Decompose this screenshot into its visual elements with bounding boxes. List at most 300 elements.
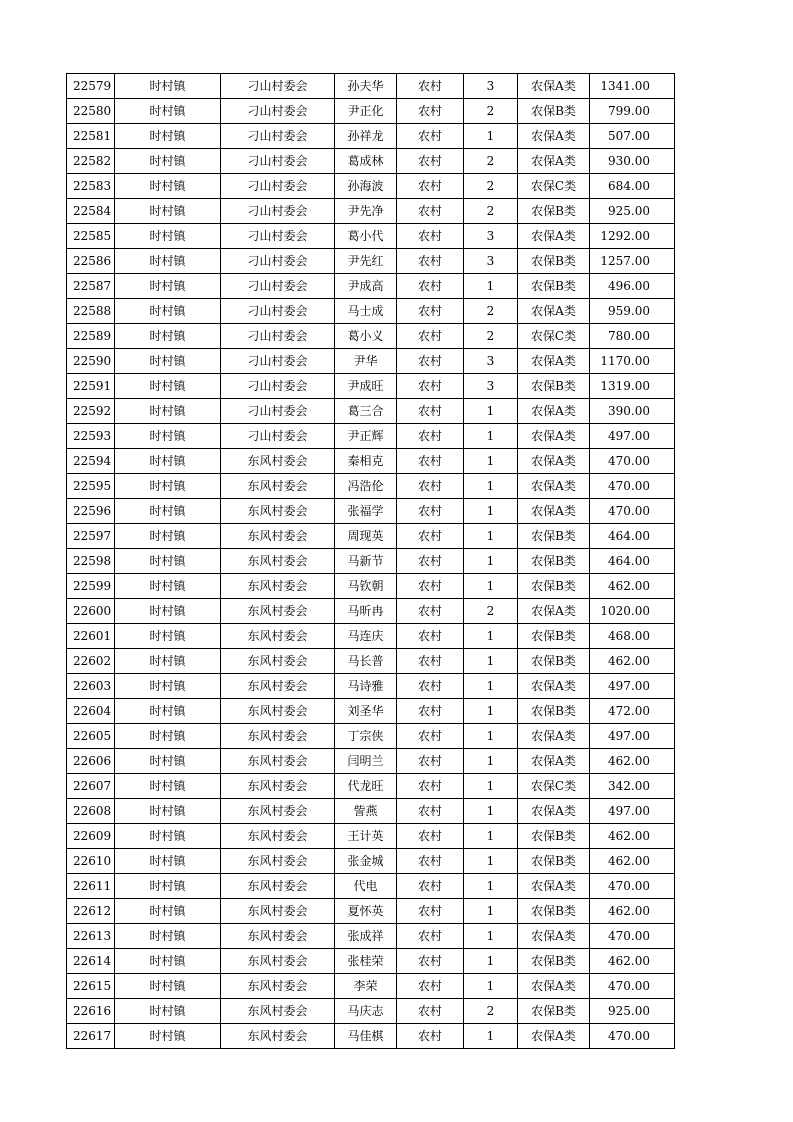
cell-count: 1	[464, 924, 518, 949]
table-row	[67, 574, 675, 599]
cell-record-id: 22592	[67, 399, 115, 424]
cell-count: 2	[464, 599, 518, 624]
cell-count: 3	[464, 249, 518, 274]
cell-category: 农保A类	[518, 449, 590, 474]
cell-record-id: 22605	[67, 724, 115, 749]
table-row	[67, 524, 675, 549]
cell-amount: 462.00	[590, 749, 675, 774]
cell-amount: 1341.00	[590, 74, 675, 99]
table-row	[67, 349, 675, 374]
cell-type: 农村	[397, 249, 464, 274]
cell-count: 1	[464, 624, 518, 649]
cell-name: 马佳棋	[335, 1024, 397, 1049]
cell-type: 农村	[397, 1024, 464, 1049]
cell-name: 夏怀英	[335, 899, 397, 924]
cell-town: 时村镇	[115, 549, 221, 574]
cell-town: 时村镇	[115, 624, 221, 649]
cell-count: 2	[464, 174, 518, 199]
cell-count: 1	[464, 274, 518, 299]
cell-count: 1	[464, 749, 518, 774]
cell-town: 时村镇	[115, 899, 221, 924]
cell-committee: 刁山村委会	[221, 249, 335, 274]
cell-committee: 东风村委会	[221, 824, 335, 849]
cell-amount: 470.00	[590, 499, 675, 524]
cell-record-id: 22613	[67, 924, 115, 949]
cell-type: 农村	[397, 149, 464, 174]
cell-record-id: 22607	[67, 774, 115, 799]
cell-committee: 东风村委会	[221, 974, 335, 999]
cell-type: 农村	[397, 549, 464, 574]
cell-committee: 刁山村委会	[221, 224, 335, 249]
cell-town: 时村镇	[115, 349, 221, 374]
cell-name: 冯浩伦	[335, 474, 397, 499]
cell-town: 时村镇	[115, 449, 221, 474]
cell-category: 农保A类	[518, 124, 590, 149]
cell-type: 农村	[397, 649, 464, 674]
table-row	[67, 849, 675, 874]
cell-committee: 刁山村委会	[221, 74, 335, 99]
cell-type: 农村	[397, 849, 464, 874]
cell-town: 时村镇	[115, 574, 221, 599]
table-row	[67, 1024, 675, 1049]
cell-type: 农村	[397, 474, 464, 499]
cell-category: 农保C类	[518, 324, 590, 349]
cell-count: 1	[464, 849, 518, 874]
cell-category: 农保B类	[518, 524, 590, 549]
cell-committee: 东风村委会	[221, 624, 335, 649]
cell-record-id: 22614	[67, 949, 115, 974]
cell-name: 王计英	[335, 824, 397, 849]
cell-name: 马庆志	[335, 999, 397, 1024]
cell-count: 1	[464, 424, 518, 449]
cell-record-id: 22579	[67, 74, 115, 99]
cell-category: 农保B类	[518, 824, 590, 849]
cell-town: 时村镇	[115, 824, 221, 849]
cell-committee: 东风村委会	[221, 924, 335, 949]
cell-committee: 刁山村委会	[221, 274, 335, 299]
cell-count: 2	[464, 199, 518, 224]
cell-category: 农保A类	[518, 299, 590, 324]
cell-name: 马诗雅	[335, 674, 397, 699]
cell-committee: 东风村委会	[221, 999, 335, 1024]
table-row	[67, 399, 675, 424]
table-row	[67, 899, 675, 924]
cell-category: 农保A类	[518, 499, 590, 524]
cell-town: 时村镇	[115, 674, 221, 699]
cell-category: 农保A类	[518, 149, 590, 174]
table-row	[67, 824, 675, 849]
cell-type: 农村	[397, 524, 464, 549]
cell-count: 1	[464, 949, 518, 974]
cell-category: 农保A类	[518, 424, 590, 449]
table-row	[67, 874, 675, 899]
data-sheet	[66, 73, 674, 1049]
cell-type: 农村	[397, 299, 464, 324]
cell-town: 时村镇	[115, 199, 221, 224]
cell-record-id: 22616	[67, 999, 115, 1024]
cell-committee: 刁山村委会	[221, 349, 335, 374]
cell-amount: 470.00	[590, 924, 675, 949]
cell-committee: 东风村委会	[221, 774, 335, 799]
cell-name: 马士成	[335, 299, 397, 324]
cell-category: 农保B类	[518, 849, 590, 874]
cell-count: 1	[464, 674, 518, 699]
cell-name: 张桂荣	[335, 949, 397, 974]
cell-record-id: 22604	[67, 699, 115, 724]
cell-name: 代龙旺	[335, 774, 397, 799]
cell-town: 时村镇	[115, 249, 221, 274]
cell-category: 农保C类	[518, 174, 590, 199]
cell-type: 农村	[397, 899, 464, 924]
cell-name: 葛小义	[335, 324, 397, 349]
table-row	[67, 949, 675, 974]
cell-name: 孙祥龙	[335, 124, 397, 149]
cell-name: 丁宗侠	[335, 724, 397, 749]
cell-type: 农村	[397, 499, 464, 524]
cell-record-id: 22609	[67, 824, 115, 849]
cell-committee: 东风村委会	[221, 499, 335, 524]
cell-type: 农村	[397, 774, 464, 799]
cell-name: 张福学	[335, 499, 397, 524]
cell-count: 2	[464, 149, 518, 174]
cell-amount: 470.00	[590, 874, 675, 899]
cell-name: 訾燕	[335, 799, 397, 824]
cell-town: 时村镇	[115, 99, 221, 124]
cell-type: 农村	[397, 974, 464, 999]
table-row	[67, 624, 675, 649]
cell-amount: 470.00	[590, 449, 675, 474]
cell-category: 农保A类	[518, 874, 590, 899]
cell-category: 农保B类	[518, 699, 590, 724]
table-row	[67, 724, 675, 749]
table-row	[67, 474, 675, 499]
cell-record-id: 22600	[67, 599, 115, 624]
cell-count: 1	[464, 474, 518, 499]
cell-count: 1	[464, 124, 518, 149]
cell-amount: 390.00	[590, 399, 675, 424]
cell-town: 时村镇	[115, 924, 221, 949]
cell-category: 农保A类	[518, 724, 590, 749]
table-row	[67, 249, 675, 274]
cell-type: 农村	[397, 599, 464, 624]
cell-type: 农村	[397, 699, 464, 724]
cell-type: 农村	[397, 674, 464, 699]
cell-record-id: 22587	[67, 274, 115, 299]
cell-town: 时村镇	[115, 599, 221, 624]
cell-amount: 496.00	[590, 274, 675, 299]
table-row	[67, 999, 675, 1024]
cell-name: 孙海波	[335, 174, 397, 199]
cell-committee: 东风村委会	[221, 524, 335, 549]
cell-count: 2	[464, 324, 518, 349]
cell-category: 农保A类	[518, 224, 590, 249]
cell-amount: 799.00	[590, 99, 675, 124]
table-row	[67, 799, 675, 824]
cell-amount: 780.00	[590, 324, 675, 349]
cell-town: 时村镇	[115, 974, 221, 999]
cell-committee: 东风村委会	[221, 799, 335, 824]
cell-committee: 东风村委会	[221, 949, 335, 974]
cell-town: 时村镇	[115, 399, 221, 424]
table-row	[67, 299, 675, 324]
cell-count: 1	[464, 1024, 518, 1049]
cell-count: 1	[464, 649, 518, 674]
cell-record-id: 22603	[67, 674, 115, 699]
cell-type: 农村	[397, 749, 464, 774]
cell-town: 时村镇	[115, 699, 221, 724]
cell-count: 1	[464, 824, 518, 849]
cell-count: 1	[464, 574, 518, 599]
cell-count: 1	[464, 899, 518, 924]
cell-category: 农保C类	[518, 774, 590, 799]
cell-category: 农保A类	[518, 474, 590, 499]
cell-committee: 刁山村委会	[221, 149, 335, 174]
cell-committee: 东风村委会	[221, 574, 335, 599]
cell-amount: 462.00	[590, 649, 675, 674]
table-row	[67, 74, 675, 99]
cell-count: 1	[464, 974, 518, 999]
cell-category: 农保B类	[518, 999, 590, 1024]
cell-count: 2	[464, 99, 518, 124]
cell-committee: 刁山村委会	[221, 174, 335, 199]
cell-category: 农保B类	[518, 574, 590, 599]
cell-committee: 刁山村委会	[221, 199, 335, 224]
cell-category: 农保B类	[518, 374, 590, 399]
cell-name: 马长普	[335, 649, 397, 674]
cell-record-id: 22581	[67, 124, 115, 149]
cell-name: 葛三合	[335, 399, 397, 424]
cell-category: 农保A类	[518, 749, 590, 774]
cell-town: 时村镇	[115, 649, 221, 674]
cell-town: 时村镇	[115, 774, 221, 799]
cell-amount: 468.00	[590, 624, 675, 649]
cell-committee: 东风村委会	[221, 474, 335, 499]
cell-record-id: 22584	[67, 199, 115, 224]
cell-committee: 东风村委会	[221, 899, 335, 924]
cell-amount: 684.00	[590, 174, 675, 199]
cell-committee: 东风村委会	[221, 599, 335, 624]
cell-town: 时村镇	[115, 849, 221, 874]
cell-name: 尹先红	[335, 249, 397, 274]
cell-count: 1	[464, 399, 518, 424]
cell-count: 2	[464, 999, 518, 1024]
table-row	[67, 549, 675, 574]
cell-name: 马连庆	[335, 624, 397, 649]
cell-record-id: 22611	[67, 874, 115, 899]
cell-count: 3	[464, 74, 518, 99]
cell-name: 葛小代	[335, 224, 397, 249]
cell-count: 3	[464, 224, 518, 249]
cell-type: 农村	[397, 99, 464, 124]
cell-name: 周现英	[335, 524, 397, 549]
cell-committee: 刁山村委会	[221, 299, 335, 324]
cell-record-id: 22593	[67, 424, 115, 449]
cell-category: 农保B类	[518, 99, 590, 124]
cell-name: 张金城	[335, 849, 397, 874]
cell-town: 时村镇	[115, 724, 221, 749]
cell-category: 农保B类	[518, 249, 590, 274]
table-row	[67, 599, 675, 624]
cell-town: 时村镇	[115, 949, 221, 974]
cell-record-id: 22590	[67, 349, 115, 374]
cell-type: 农村	[397, 824, 464, 849]
cell-town: 时村镇	[115, 799, 221, 824]
cell-category: 农保A类	[518, 674, 590, 699]
cell-committee: 东风村委会	[221, 749, 335, 774]
cell-count: 2	[464, 299, 518, 324]
cell-type: 农村	[397, 949, 464, 974]
cell-amount: 462.00	[590, 849, 675, 874]
cell-amount: 462.00	[590, 899, 675, 924]
cell-committee: 东风村委会	[221, 699, 335, 724]
cell-town: 时村镇	[115, 324, 221, 349]
cell-amount: 497.00	[590, 674, 675, 699]
cell-town: 时村镇	[115, 874, 221, 899]
cell-record-id: 22594	[67, 449, 115, 474]
table-row	[67, 99, 675, 124]
cell-town: 时村镇	[115, 274, 221, 299]
cell-category: 农保B类	[518, 199, 590, 224]
cell-count: 1	[464, 524, 518, 549]
cell-amount: 464.00	[590, 549, 675, 574]
cell-amount: 464.00	[590, 524, 675, 549]
cell-record-id: 22615	[67, 974, 115, 999]
cell-amount: 497.00	[590, 799, 675, 824]
cell-category: 农保A类	[518, 599, 590, 624]
cell-amount: 342.00	[590, 774, 675, 799]
cell-category: 农保A类	[518, 924, 590, 949]
cell-town: 时村镇	[115, 124, 221, 149]
cell-town: 时村镇	[115, 424, 221, 449]
cell-type: 农村	[397, 199, 464, 224]
cell-amount: 1257.00	[590, 249, 675, 274]
cell-record-id: 22610	[67, 849, 115, 874]
cell-name: 葛成林	[335, 149, 397, 174]
cell-name: 尹正化	[335, 99, 397, 124]
cell-record-id: 22595	[67, 474, 115, 499]
cell-count: 1	[464, 774, 518, 799]
cell-type: 农村	[397, 399, 464, 424]
cell-record-id: 22596	[67, 499, 115, 524]
cell-count: 1	[464, 699, 518, 724]
cell-amount: 462.00	[590, 824, 675, 849]
cell-amount: 497.00	[590, 724, 675, 749]
table-row	[67, 449, 675, 474]
cell-amount: 930.00	[590, 149, 675, 174]
cell-count: 1	[464, 549, 518, 574]
cell-amount: 497.00	[590, 424, 675, 449]
cell-amount: 1020.00	[590, 599, 675, 624]
cell-type: 农村	[397, 424, 464, 449]
cell-type: 农村	[397, 74, 464, 99]
cell-type: 农村	[397, 274, 464, 299]
cell-type: 农村	[397, 224, 464, 249]
cell-name: 尹先净	[335, 199, 397, 224]
cell-amount: 1319.00	[590, 374, 675, 399]
cell-name: 代电	[335, 874, 397, 899]
cell-count: 1	[464, 724, 518, 749]
cell-amount: 470.00	[590, 974, 675, 999]
table-row	[67, 374, 675, 399]
cell-amount: 1170.00	[590, 349, 675, 374]
cell-name: 孙夫华	[335, 74, 397, 99]
cell-record-id: 22597	[67, 524, 115, 549]
cell-record-id: 22589	[67, 324, 115, 349]
cell-type: 农村	[397, 124, 464, 149]
cell-town: 时村镇	[115, 74, 221, 99]
cell-amount: 462.00	[590, 949, 675, 974]
cell-type: 农村	[397, 324, 464, 349]
cell-type: 农村	[397, 374, 464, 399]
cell-record-id: 22580	[67, 99, 115, 124]
cell-name: 秦相克	[335, 449, 397, 474]
records-table-body	[67, 74, 675, 1049]
table-row	[67, 774, 675, 799]
cell-committee: 刁山村委会	[221, 124, 335, 149]
cell-count: 1	[464, 874, 518, 899]
cell-amount: 462.00	[590, 574, 675, 599]
cell-name: 尹成旺	[335, 374, 397, 399]
cell-amount: 470.00	[590, 474, 675, 499]
cell-type: 农村	[397, 624, 464, 649]
cell-town: 时村镇	[115, 749, 221, 774]
cell-type: 农村	[397, 799, 464, 824]
cell-town: 时村镇	[115, 299, 221, 324]
cell-category: 农保B类	[518, 949, 590, 974]
cell-count: 1	[464, 449, 518, 474]
cell-type: 农村	[397, 724, 464, 749]
cell-type: 农村	[397, 174, 464, 199]
cell-committee: 东风村委会	[221, 849, 335, 874]
cell-name: 李荣	[335, 974, 397, 999]
cell-town: 时村镇	[115, 174, 221, 199]
cell-town: 时村镇	[115, 149, 221, 174]
table-row	[67, 124, 675, 149]
cell-category: 农保A类	[518, 349, 590, 374]
cell-amount: 507.00	[590, 124, 675, 149]
cell-name: 马昕冉	[335, 599, 397, 624]
cell-type: 农村	[397, 574, 464, 599]
cell-count: 3	[464, 349, 518, 374]
cell-category: 农保A类	[518, 799, 590, 824]
cell-name: 闫明兰	[335, 749, 397, 774]
cell-town: 时村镇	[115, 224, 221, 249]
cell-committee: 东风村委会	[221, 449, 335, 474]
cell-category: 农保B类	[518, 549, 590, 574]
table-row	[67, 274, 675, 299]
cell-name: 马钦朝	[335, 574, 397, 599]
cell-category: 农保B类	[518, 649, 590, 674]
cell-committee: 刁山村委会	[221, 424, 335, 449]
cell-record-id: 22585	[67, 224, 115, 249]
cell-amount: 470.00	[590, 1024, 675, 1049]
cell-town: 时村镇	[115, 999, 221, 1024]
cell-record-id: 22608	[67, 799, 115, 824]
cell-committee: 刁山村委会	[221, 374, 335, 399]
cell-count: 1	[464, 799, 518, 824]
cell-town: 时村镇	[115, 374, 221, 399]
cell-town: 时村镇	[115, 474, 221, 499]
cell-record-id: 22598	[67, 549, 115, 574]
records-table	[66, 73, 675, 1049]
cell-record-id: 22583	[67, 174, 115, 199]
cell-record-id: 22599	[67, 574, 115, 599]
cell-record-id: 22601	[67, 624, 115, 649]
cell-committee: 东风村委会	[221, 649, 335, 674]
cell-committee: 东风村委会	[221, 549, 335, 574]
cell-record-id: 22606	[67, 749, 115, 774]
table-row	[67, 199, 675, 224]
